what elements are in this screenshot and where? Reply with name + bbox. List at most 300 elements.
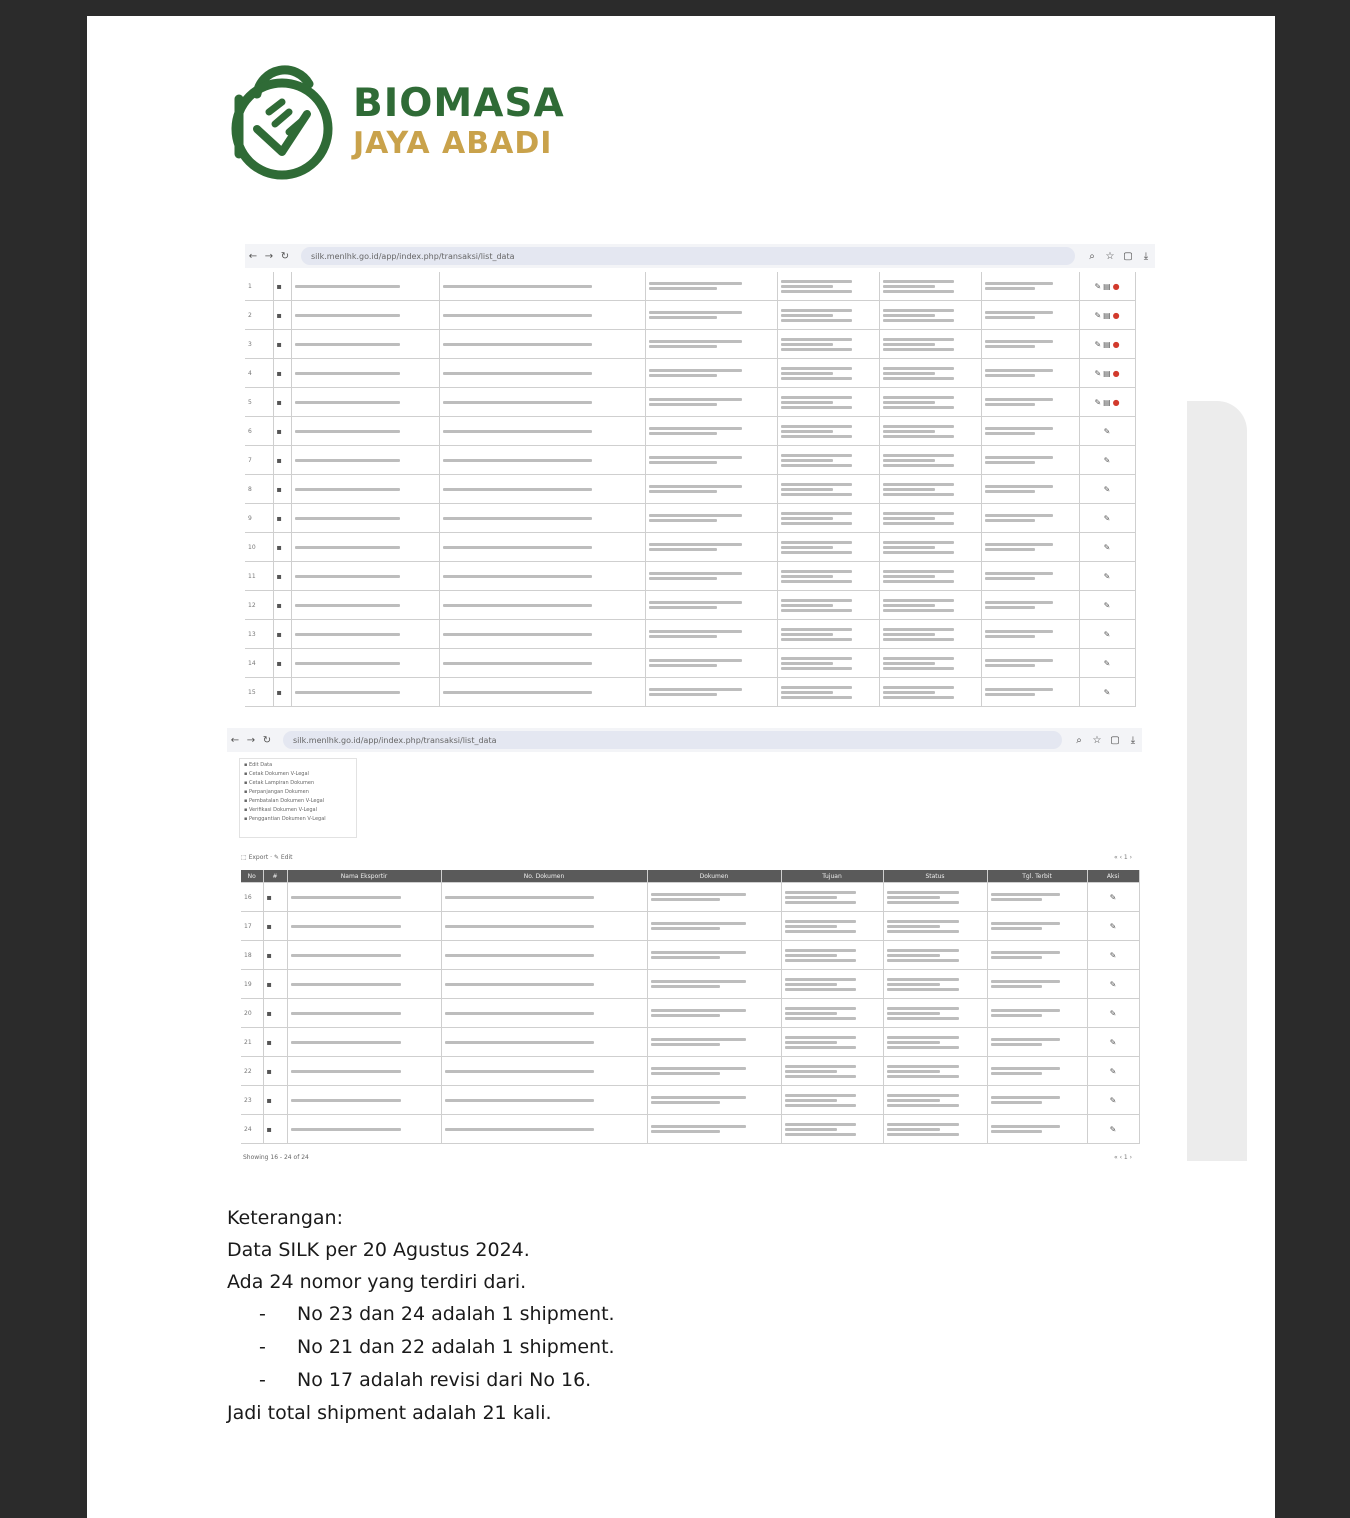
blurred-cell: [981, 417, 1079, 446]
column-header[interactable]: Tgl. Terbit: [987, 870, 1087, 883]
edit-icon[interactable]: ✎: [1103, 484, 1111, 494]
table-row[interactable]: [241, 999, 1139, 1028]
blurred-cell: [777, 301, 879, 330]
blurred-cell: [647, 999, 781, 1028]
blurred-cell: [291, 678, 439, 707]
row-number: 24: [241, 1115, 263, 1144]
pager-bottom[interactable]: « ‹ 1 ›: [1113, 1154, 1132, 1161]
blurred-cell: [981, 562, 1079, 591]
browser-toolbar: [227, 728, 1142, 752]
translate-icon[interactable]: ⌕: [1076, 734, 1082, 746]
notes-conclusion: Jadi total shipment adalah 21 kali.: [227, 1402, 552, 1424]
row-number: 21: [241, 1028, 263, 1057]
edit-icon[interactable]: ✎: [1109, 921, 1117, 931]
blurred-cell: [291, 591, 439, 620]
blurred-cell: [777, 272, 879, 301]
blurred-cell: [291, 359, 439, 388]
brand-name-line2: JAYA ABADI: [353, 126, 553, 161]
blurred-cell: [987, 1115, 1087, 1144]
column-header[interactable]: No. Dokumen: [441, 870, 647, 883]
table-row[interactable]: [245, 330, 1135, 359]
row-checkbox[interactable]: ▪: [266, 1066, 272, 1076]
row-checkbox[interactable]: ▪: [276, 281, 282, 291]
row-number: 16: [241, 883, 263, 912]
edit-icon[interactable]: ✎: [1109, 1008, 1117, 1018]
blurred-cell: [647, 1115, 781, 1144]
row-number: 12: [245, 591, 273, 620]
blurred-cell: [287, 1057, 441, 1086]
blurred-cell: [781, 883, 883, 912]
blurred-cell: [883, 999, 987, 1028]
edit-icon[interactable]: ✎: [1103, 571, 1111, 581]
row-number: 2: [245, 301, 273, 330]
row-number: 23: [241, 1086, 263, 1115]
legend-item: ▪ Cetak Dokumen V-Legal: [244, 771, 309, 777]
forward-icon[interactable]: →: [246, 734, 256, 746]
back-icon[interactable]: ←: [248, 250, 258, 262]
blurred-cell: [781, 912, 883, 941]
blurred-cell: [777, 446, 879, 475]
row-number: 15: [245, 678, 273, 707]
blurred-cell: [879, 330, 981, 359]
tab-icon[interactable]: ▢: [1110, 734, 1120, 746]
edit-icon[interactable]: ✎: [1094, 339, 1102, 349]
action-legend: [239, 758, 357, 838]
edit-icon[interactable]: ✎: [1109, 979, 1117, 989]
blurred-cell: [879, 388, 981, 417]
print-icon[interactable]: ▤: [1103, 310, 1111, 320]
blurred-cell: [781, 999, 883, 1028]
edit-icon[interactable]: ✎: [1103, 687, 1111, 697]
edit-icon[interactable]: ✎: [1103, 658, 1111, 668]
blurred-cell: [981, 591, 1079, 620]
edit-icon[interactable]: ✎: [1109, 1095, 1117, 1105]
browser-toolbar: [245, 244, 1155, 268]
blurred-cell: [781, 1028, 883, 1057]
blurred-cell: [439, 533, 645, 562]
blurred-cell: [879, 591, 981, 620]
blurred-cell: [777, 388, 879, 417]
row-checkbox[interactable]: ▪: [266, 1008, 272, 1018]
row-number: 13: [245, 620, 273, 649]
blurred-cell: [987, 912, 1087, 941]
company-logo: [227, 54, 577, 184]
blurred-cell: [291, 649, 439, 678]
table-row[interactable]: [245, 678, 1135, 707]
row-number: 14: [245, 649, 273, 678]
row-checkbox[interactable]: ▪: [276, 571, 282, 581]
table-row[interactable]: [245, 446, 1135, 475]
notes-heading: Keterangan:: [227, 1207, 343, 1229]
blurred-cell: [439, 504, 645, 533]
notes-section: [227, 1202, 927, 1429]
table-row[interactable]: [245, 301, 1135, 330]
blurred-cell: [777, 649, 879, 678]
cancel-icon[interactable]: ●: [1112, 339, 1120, 349]
table-row[interactable]: [245, 475, 1135, 504]
download-icon[interactable]: ⤓: [1130, 734, 1136, 746]
blurred-cell: [777, 504, 879, 533]
blurred-cell: [291, 301, 439, 330]
blurred-cell: [439, 649, 645, 678]
column-header[interactable]: Aksi: [1087, 870, 1139, 883]
blurred-cell: [777, 678, 879, 707]
blurred-cell: [645, 301, 777, 330]
blurred-cell: [879, 417, 981, 446]
edit-icon[interactable]: ✎: [1103, 600, 1111, 610]
edit-icon[interactable]: ✎: [1103, 455, 1111, 465]
blurred-cell: [879, 562, 981, 591]
row-checkbox[interactable]: ▪: [266, 1124, 272, 1134]
blurred-cell: [981, 504, 1079, 533]
cancel-icon[interactable]: ●: [1112, 368, 1120, 378]
blurred-cell: [781, 1057, 883, 1086]
table-row[interactable]: [245, 388, 1135, 417]
notes-line-2: Ada 24 nomor yang terdiri dari.: [227, 1271, 527, 1293]
blurred-cell: [439, 330, 645, 359]
blurred-cell: [441, 1057, 647, 1086]
blurred-cell: [981, 388, 1079, 417]
blurred-cell: [439, 562, 645, 591]
row-checkbox[interactable]: ▪: [266, 921, 272, 931]
blurred-cell: [287, 1028, 441, 1057]
blurred-cell: [287, 1086, 441, 1115]
blurred-cell: [647, 1028, 781, 1057]
print-icon[interactable]: ▤: [1103, 339, 1111, 349]
table-row[interactable]: [241, 941, 1139, 970]
address-bar[interactable]: silk.menlhk.go.id/app/index.php/transaksi/list_data: [301, 247, 1075, 265]
blurred-cell: [441, 1086, 647, 1115]
table-row[interactable]: [245, 533, 1135, 562]
row-number: 22: [241, 1057, 263, 1086]
blurred-cell: [879, 359, 981, 388]
brand-name-line1: BIOMASA: [353, 81, 565, 126]
blurred-cell: [439, 301, 645, 330]
row-number: 9: [245, 504, 273, 533]
blurred-cell: [645, 446, 777, 475]
column-header[interactable]: #: [263, 870, 287, 883]
blurred-cell: [645, 504, 777, 533]
row-checkbox[interactable]: ▪: [276, 397, 282, 407]
blurred-cell: [883, 883, 987, 912]
blurred-cell: [291, 330, 439, 359]
legend-item: ▪ Perpanjangan Dokumen: [244, 789, 309, 795]
row-number: 3: [245, 330, 273, 359]
list-item: - No 23 dan 24 adalah 1 shipment.: [259, 1303, 615, 1325]
row-checkbox[interactable]: ▪: [276, 484, 282, 494]
blurred-cell: [287, 1115, 441, 1144]
blurred-cell: [291, 475, 439, 504]
blurred-cell: [981, 649, 1079, 678]
cancel-icon[interactable]: ●: [1112, 397, 1120, 407]
pager-top[interactable]: « ‹ 1 ›: [1113, 854, 1132, 861]
legend-item: ▪ Edit Data: [244, 762, 273, 768]
blurred-cell: [645, 359, 777, 388]
row-number: 8: [245, 475, 273, 504]
row-number: 20: [241, 999, 263, 1028]
blurred-cell: [287, 941, 441, 970]
blurred-cell: [645, 533, 777, 562]
row-checkbox[interactable]: ▪: [276, 687, 282, 697]
data-table-1: [245, 272, 1136, 707]
blurred-cell: [291, 504, 439, 533]
blurred-cell: [777, 591, 879, 620]
row-checkbox[interactable]: ▪: [266, 950, 272, 960]
screenshot-2: [227, 728, 1142, 1168]
column-header[interactable]: Nama Eksportir: [287, 870, 441, 883]
row-checkbox[interactable]: ▪: [276, 600, 282, 610]
edit-icon[interactable]: ✎: [1094, 368, 1102, 378]
edit-icon[interactable]: ✎: [1094, 310, 1102, 320]
download-icon[interactable]: ⤓: [1143, 250, 1149, 262]
table-row[interactable]: [245, 272, 1135, 301]
edit-icon[interactable]: ✎: [1109, 1066, 1117, 1076]
row-checkbox[interactable]: ▪: [276, 426, 282, 436]
blurred-cell: [645, 388, 777, 417]
print-icon[interactable]: ▤: [1103, 368, 1111, 378]
blurred-cell: [441, 941, 647, 970]
table-row[interactable]: [245, 504, 1135, 533]
blurred-cell: [287, 912, 441, 941]
blurred-cell: [987, 1057, 1087, 1086]
blurred-cell: [441, 912, 647, 941]
table-row[interactable]: [241, 1057, 1139, 1086]
row-number: 18: [241, 941, 263, 970]
blurred-cell: [291, 620, 439, 649]
cancel-icon[interactable]: ●: [1112, 281, 1120, 291]
blurred-cell: [291, 417, 439, 446]
blurred-cell: [981, 475, 1079, 504]
blurred-cell: [645, 330, 777, 359]
table-row[interactable]: [245, 620, 1135, 649]
edit-icon[interactable]: ✎: [1094, 397, 1102, 407]
legend-item: ▪ Penggantian Dokumen V-Legal: [244, 816, 326, 822]
star-icon[interactable]: ☆: [1105, 250, 1115, 262]
blurred-cell: [291, 533, 439, 562]
watermark-shape: [1187, 401, 1247, 1161]
print-icon[interactable]: ▤: [1103, 397, 1111, 407]
blurred-cell: [987, 970, 1087, 999]
edit-icon[interactable]: ✎: [1103, 513, 1111, 523]
logo-mark-icon: [227, 54, 337, 184]
blurred-cell: [981, 620, 1079, 649]
blurred-cell: [291, 272, 439, 301]
notes-line-1: Data SILK per 20 Agustus 2024.: [227, 1239, 530, 1261]
table-row[interactable]: [241, 1028, 1139, 1057]
translate-icon[interactable]: ⌕: [1089, 250, 1095, 262]
screenshot-1: [245, 244, 1155, 716]
edit-icon[interactable]: ✎: [1109, 950, 1117, 960]
legend-item: ▪ Cetak Lampiran Dokumen: [244, 780, 315, 786]
blurred-cell: [883, 970, 987, 999]
edit-icon[interactable]: ✎: [1109, 1124, 1117, 1134]
blurred-cell: [439, 359, 645, 388]
blurred-cell: [981, 678, 1079, 707]
blurred-cell: [777, 330, 879, 359]
forward-icon[interactable]: →: [264, 250, 274, 262]
row-checkbox[interactable]: ▪: [276, 542, 282, 552]
list-item: - No 17 adalah revisi dari No 16.: [259, 1369, 592, 1391]
row-number: 5: [245, 388, 273, 417]
blurred-cell: [879, 446, 981, 475]
blurred-cell: [645, 562, 777, 591]
blurred-cell: [645, 620, 777, 649]
blurred-cell: [883, 1115, 987, 1144]
table-footer: Showing 16 - 24 of 24: [243, 1154, 309, 1161]
blurred-cell: [647, 970, 781, 999]
edit-icon[interactable]: ✎: [1103, 629, 1111, 639]
blurred-cell: [439, 591, 645, 620]
legend-item: ▪ Pembatalan Dokumen V-Legal: [244, 798, 325, 804]
blurred-cell: [439, 620, 645, 649]
column-header[interactable]: No: [241, 870, 263, 883]
blurred-cell: [441, 1115, 647, 1144]
table-row[interactable]: [241, 970, 1139, 999]
blurred-cell: [287, 970, 441, 999]
reload-icon[interactable]: ↻: [262, 734, 272, 746]
blurred-cell: [439, 446, 645, 475]
blurred-cell: [777, 620, 879, 649]
table-row[interactable]: [245, 417, 1135, 446]
row-checkbox[interactable]: ▪: [276, 310, 282, 320]
blurred-cell: [781, 970, 883, 999]
blurred-cell: [879, 678, 981, 707]
table-row[interactable]: [245, 591, 1135, 620]
blurred-cell: [647, 941, 781, 970]
list-item: - No 21 dan 22 adalah 1 shipment.: [259, 1336, 615, 1358]
cancel-icon[interactable]: ●: [1112, 310, 1120, 320]
notes-list: [227, 1298, 927, 1397]
blurred-cell: [777, 475, 879, 504]
table-row[interactable]: [241, 912, 1139, 941]
row-checkbox[interactable]: ▪: [276, 368, 282, 378]
row-checkbox[interactable]: ▪: [266, 1037, 272, 1047]
blurred-cell: [291, 562, 439, 591]
blurred-cell: [883, 1057, 987, 1086]
blurred-cell: [777, 533, 879, 562]
row-checkbox[interactable]: ▪: [266, 979, 272, 989]
blurred-cell: [291, 388, 439, 417]
table-row[interactable]: [245, 562, 1135, 591]
column-header[interactable]: Status: [883, 870, 987, 883]
reload-icon[interactable]: ↻: [280, 250, 290, 262]
row-number: 10: [245, 533, 273, 562]
row-number: 19: [241, 970, 263, 999]
blurred-cell: [879, 475, 981, 504]
blurred-cell: [441, 970, 647, 999]
blurred-cell: [287, 883, 441, 912]
tab-icon[interactable]: ▢: [1123, 250, 1133, 262]
blurred-cell: [439, 388, 645, 417]
blurred-cell: [879, 504, 981, 533]
blurred-cell: [987, 1086, 1087, 1115]
blurred-cell: [441, 1028, 647, 1057]
blurred-cell: [879, 620, 981, 649]
export-button[interactable]: ⬚ Export · ✎ Edit: [241, 854, 293, 861]
table-row[interactable]: [241, 883, 1139, 912]
row-number: 4: [245, 359, 273, 388]
data-table-2: [241, 870, 1140, 1144]
blurred-cell: [647, 883, 781, 912]
blurred-cell: [645, 649, 777, 678]
blurred-cell: [439, 417, 645, 446]
blurred-cell: [777, 562, 879, 591]
blurred-cell: [781, 1115, 883, 1144]
row-number: 17: [241, 912, 263, 941]
row-checkbox[interactable]: ▪: [276, 513, 282, 523]
blurred-cell: [287, 999, 441, 1028]
row-number: 11: [245, 562, 273, 591]
row-checkbox[interactable]: ▪: [276, 629, 282, 639]
row-checkbox[interactable]: ▪: [266, 1095, 272, 1105]
blurred-cell: [645, 475, 777, 504]
blurred-cell: [879, 533, 981, 562]
blurred-cell: [981, 272, 1079, 301]
blurred-cell: [883, 1086, 987, 1115]
edit-icon[interactable]: ✎: [1109, 892, 1117, 902]
table-row[interactable]: [245, 359, 1135, 388]
blurred-cell: [645, 591, 777, 620]
blurred-cell: [645, 272, 777, 301]
blurred-cell: [987, 883, 1087, 912]
edit-icon[interactable]: ✎: [1103, 542, 1111, 552]
blurred-cell: [987, 999, 1087, 1028]
blurred-cell: [645, 417, 777, 446]
blurred-cell: [647, 1086, 781, 1115]
edit-icon[interactable]: ✎: [1103, 426, 1111, 436]
blurred-cell: [981, 330, 1079, 359]
edit-icon[interactable]: ✎: [1109, 1037, 1117, 1047]
blurred-cell: [647, 912, 781, 941]
table-row[interactable]: [241, 1086, 1139, 1115]
blurred-cell: [291, 446, 439, 475]
row-checkbox[interactable]: ▪: [276, 455, 282, 465]
row-checkbox[interactable]: ▪: [276, 658, 282, 668]
blurred-cell: [981, 301, 1079, 330]
blurred-cell: [647, 1057, 781, 1086]
row-checkbox[interactable]: ▪: [276, 339, 282, 349]
blurred-cell: [777, 417, 879, 446]
blurred-cell: [441, 883, 647, 912]
blurred-cell: [883, 941, 987, 970]
blurred-cell: [441, 999, 647, 1028]
blurred-cell: [781, 941, 883, 970]
blurred-cell: [777, 359, 879, 388]
blurred-cell: [879, 301, 981, 330]
edit-icon[interactable]: ✎: [1094, 281, 1102, 291]
print-icon[interactable]: ▤: [1103, 281, 1111, 291]
table-row[interactable]: [245, 649, 1135, 678]
address-bar[interactable]: silk.menlhk.go.id/app/index.php/transaksi/list_data: [283, 731, 1062, 749]
row-checkbox[interactable]: ▪: [266, 892, 272, 902]
blurred-cell: [981, 533, 1079, 562]
blurred-cell: [439, 475, 645, 504]
blurred-cell: [439, 678, 645, 707]
blurred-cell: [645, 678, 777, 707]
blurred-cell: [981, 359, 1079, 388]
blurred-cell: [883, 912, 987, 941]
blurred-cell: [987, 1028, 1087, 1057]
column-header[interactable]: Tujuan: [781, 870, 883, 883]
blurred-cell: [987, 941, 1087, 970]
back-icon[interactable]: ←: [230, 734, 240, 746]
document-page: [87, 16, 1275, 1518]
blurred-cell: [883, 1028, 987, 1057]
table-row[interactable]: [241, 1115, 1139, 1144]
column-header[interactable]: Dokumen: [647, 870, 781, 883]
star-icon[interactable]: ☆: [1092, 734, 1102, 746]
legend-item: ▪ Verifikasi Dokumen V-Legal: [244, 807, 317, 813]
